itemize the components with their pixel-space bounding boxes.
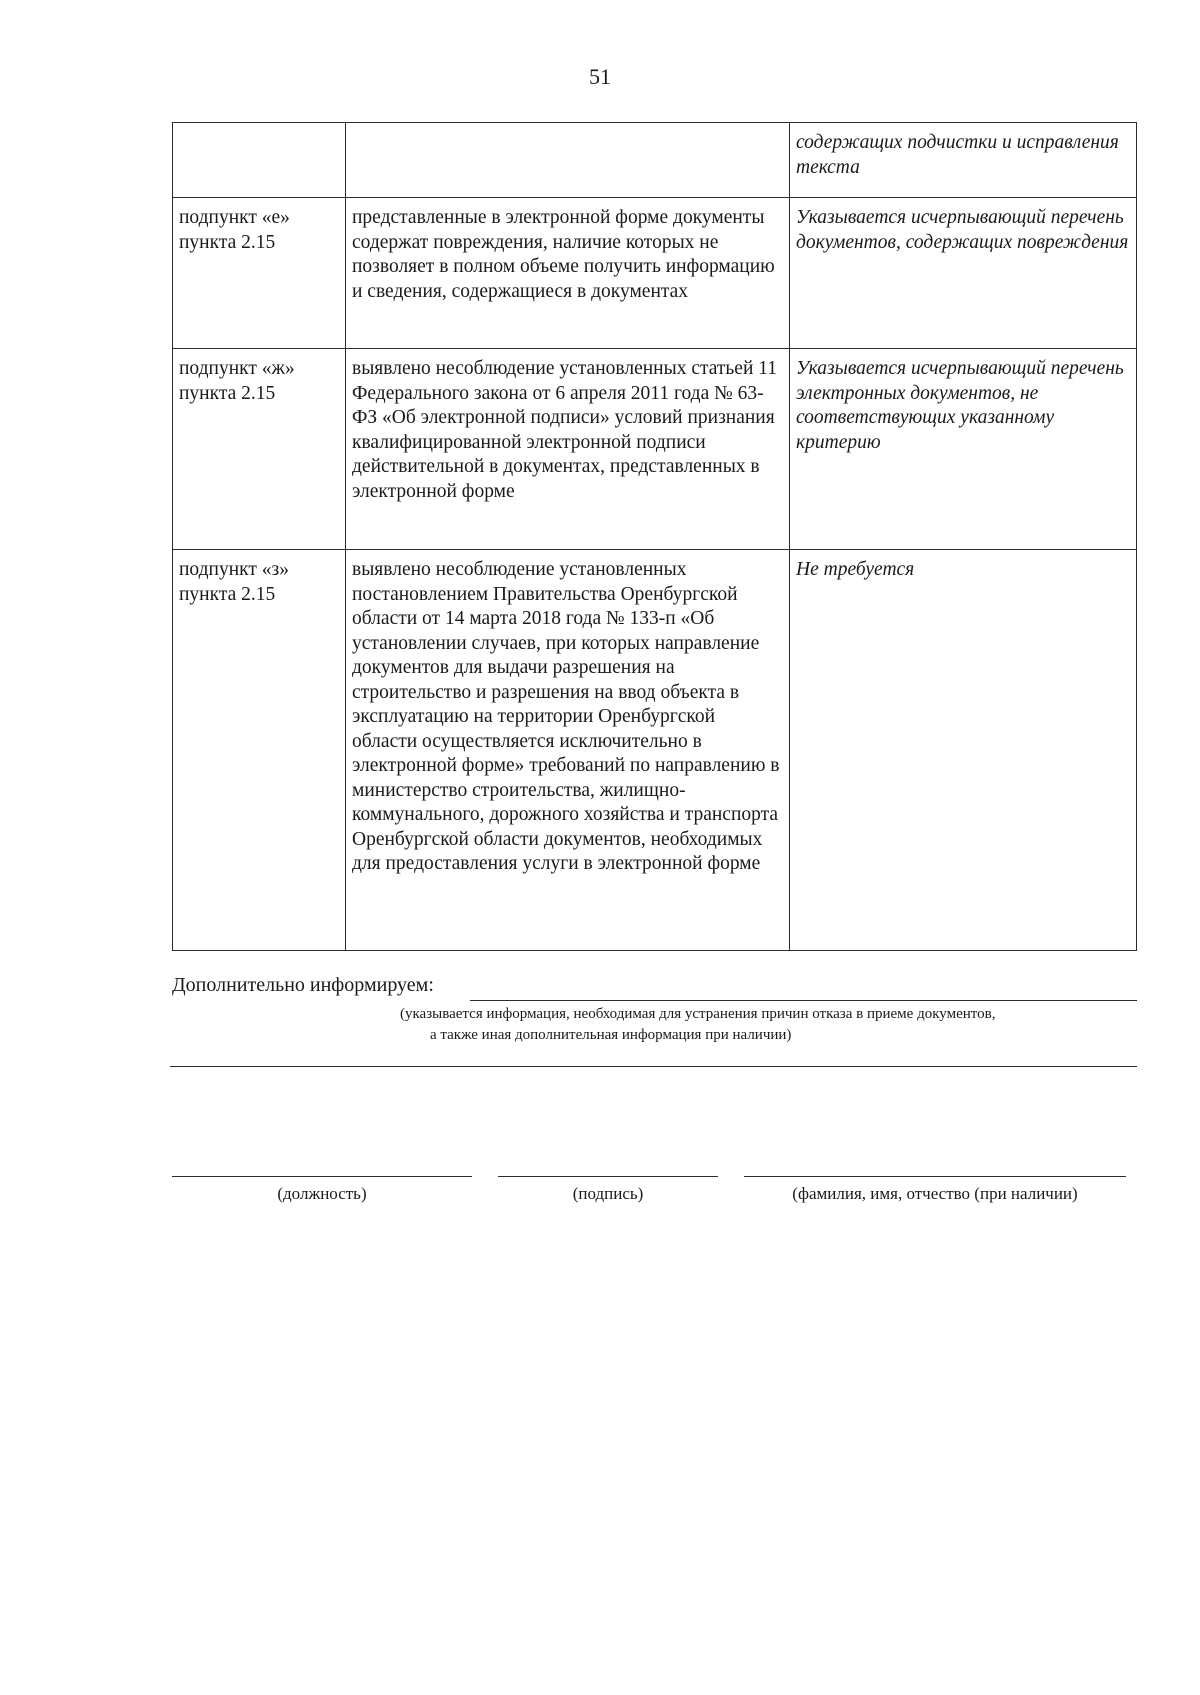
name-line [744,1176,1126,1177]
note-cell: Указывается исчерпывающий перечень электронных документов, не соответствующих указанному критерию [790,349,1137,550]
ground-cell: подпункт «ж» пункта 2.15 [173,349,346,550]
additional-info-label: Дополнительно информируем: [172,974,434,996]
reason-cell: представленные в электронной форме документы содержат повреждения, наличие которых не позволяет в полном объеме получить информацию и сведения, содержащиеся в документах [346,198,790,349]
hint-line: (указывается информация, необходимая для устранения причин отказа в приеме документов, [400,1006,996,1022]
table-row [173,550,1137,951]
signature-label: (подпись) [572,1184,644,1203]
reason-cell: выявлено несоблюдение установленных постановлением Правительства Оренбургской области от 14 марта 2018 года № 133-п «Об установлении случаев, при которых направление документов для выдачи разрешения на строительство и разрешения на ввод объекта в эксплуатацию на территории Оренбургской области осуществляется исключительно в электронной форме» требований по направлению в министерство строительства, жилищно-коммунального, дорожного хозяйства и транспорта Оренбургской области документов, необходимых для предоставления услуги в электронной форме [346,550,790,951]
name-label: (фамилия, имя, отчество (при наличии) [792,1184,1078,1203]
refusal-grounds-table [172,122,1137,951]
table-row [173,198,1137,349]
table-row [173,123,1137,198]
signature-line [498,1176,718,1177]
hint-line: а также иная дополнительная информация при наличии) [430,1027,792,1043]
additional-info-second-line [170,1066,1137,1067]
ground-cell: подпункт «з» пункта 2.15 [173,550,346,951]
note-cell: содержащих подчистки и исправления текста [790,123,1137,198]
ground-cell [173,123,346,198]
table-row [173,349,1137,550]
reason-cell [346,123,790,198]
position-label: (должность) [277,1184,367,1203]
ground-cell: подпункт «е» пункта 2.15 [173,198,346,349]
position-line [172,1176,472,1177]
additional-info-fill-line [470,1000,1137,1001]
reason-cell: выявлено несоблюдение установленных статьей 11 Федерального закона от 6 апреля 2011 года № 63-ФЗ «Об электронной подписи» условий признания квалифицированной электронной подписи действительной в документах, представленных в электронной форме [346,349,790,550]
additional-info-hint [400,1004,1140,1046]
note-cell: Не требуется [790,550,1137,951]
additional-info [172,974,1137,997]
page-number: 51 [589,64,611,89]
note-cell: Указывается исчерпывающий перечень документов, содержащих повреждения [790,198,1137,349]
